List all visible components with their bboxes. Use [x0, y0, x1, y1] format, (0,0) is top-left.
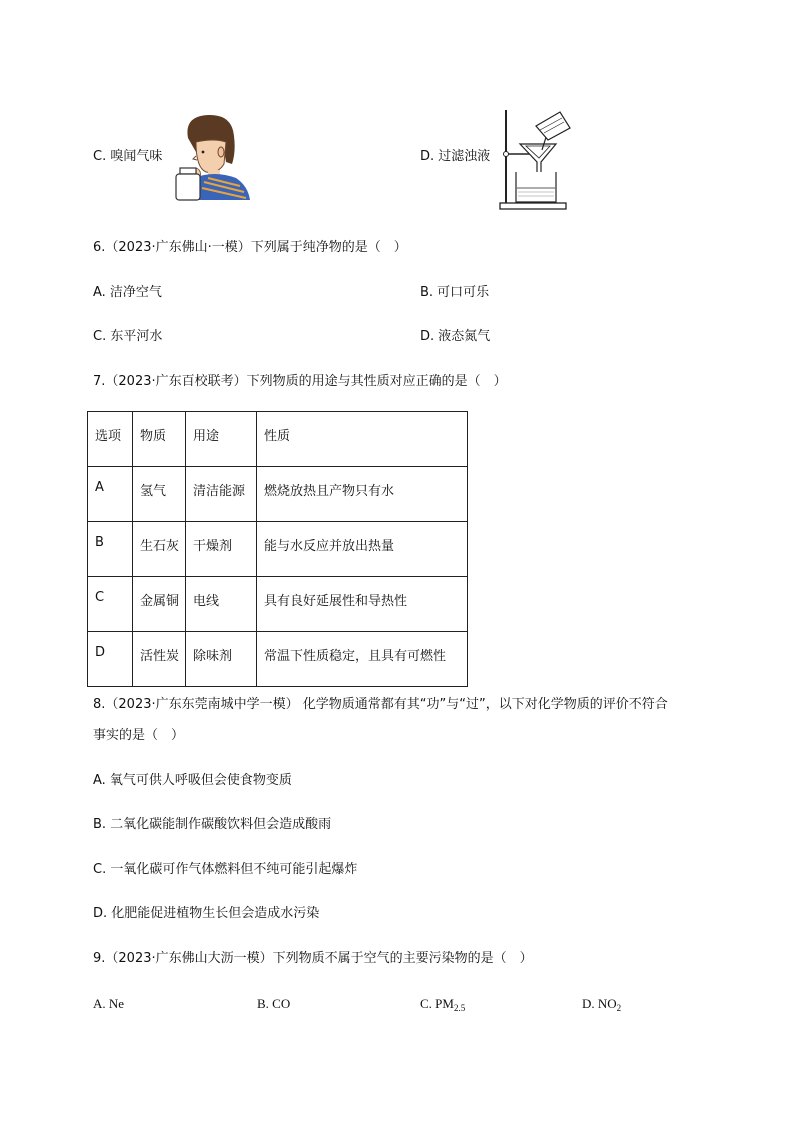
table-cell: 活性炭: [133, 632, 186, 687]
table-header-cell: 选项: [88, 412, 133, 467]
q6-option-a: A. 洁净空气: [93, 285, 162, 300]
table-cell: 常温下性质稳定，且具有可燃性: [257, 632, 468, 687]
table-row: [88, 522, 468, 577]
q9-option-b: B. CO: [257, 996, 291, 1011]
table-cell: D: [88, 632, 133, 687]
table-cell: C: [88, 577, 133, 632]
q8-stem-line1: 8.（2023·广东东莞南城中学一模） 化学物质通常都有其“功”与“过”，以下对化学物质的评价不符合: [93, 697, 668, 712]
q7-stem: 7.（2023·广东百校联考）下列物质的用途与其性质对应正确的是（ ）: [93, 374, 507, 389]
q8-option-c: C. 一氧化碳可作气体燃料但不纯可能引起爆炸: [93, 862, 358, 877]
q5-option-d: D. 过滤浊液: [420, 149, 491, 164]
table-row: [88, 632, 468, 687]
filtration-apparatus-illustration: [496, 106, 572, 212]
table-cell: 燃烧放热且产物只有水: [257, 467, 468, 522]
smelling-gas-illustration: [174, 112, 252, 202]
table-cell: 清洁能源: [186, 467, 257, 522]
table-header-row: [88, 412, 468, 467]
table-cell: B: [88, 522, 133, 577]
q8-option-a: A. 氧气可供人呼吸但会使食物变质: [93, 773, 292, 788]
table-header-cell: 性质: [257, 412, 468, 467]
q6-stem: 6.（2023·广东佛山·一模）下列属于纯净物的是（ ）: [93, 240, 407, 255]
table-cell: 氢气: [133, 467, 186, 522]
table-row: [88, 577, 468, 632]
table-cell: 金属铜: [133, 577, 186, 632]
table-cell: 电线: [186, 577, 257, 632]
q7-table: [87, 411, 468, 687]
table-cell: A: [88, 467, 133, 522]
table-cell: 能与水反应并放出热量: [257, 522, 468, 577]
q6-option-d: D. 液态氮气: [420, 329, 491, 344]
table-header-cell: 物质: [133, 412, 186, 467]
table-row: [88, 467, 468, 522]
q6-option-b: B. 可口可乐: [420, 285, 490, 300]
q8-option-b: B. 二氧化碳能制作碳酸饮料但会造成酸雨: [93, 817, 332, 832]
table-header-cell: 用途: [186, 412, 257, 467]
table-cell: 具有良好延展性和导热性: [257, 577, 468, 632]
q8-option-d: D. 化肥能促进植物生长但会造成水污染: [93, 906, 320, 921]
table-cell: 干燥剂: [186, 522, 257, 577]
table-cell: 除味剂: [186, 632, 257, 687]
q5-option-c: C. 嗅闻气味: [93, 149, 163, 164]
q8-stem-line2: 事实的是（ ）: [93, 728, 185, 743]
q9-option-a: A. Ne: [93, 996, 125, 1011]
q9-option-d: D. $NO_2$: [582, 996, 622, 1013]
q6-option-c: C. 东平河水: [93, 329, 163, 344]
table-cell: 生石灰: [133, 522, 186, 577]
q9-option-c: C. $PM_{2.5}$: [420, 996, 466, 1013]
q9-stem: 9.（2023·广东佛山大沥一模）下列物质不属于空气的主要污染物的是（ ）: [93, 951, 533, 966]
